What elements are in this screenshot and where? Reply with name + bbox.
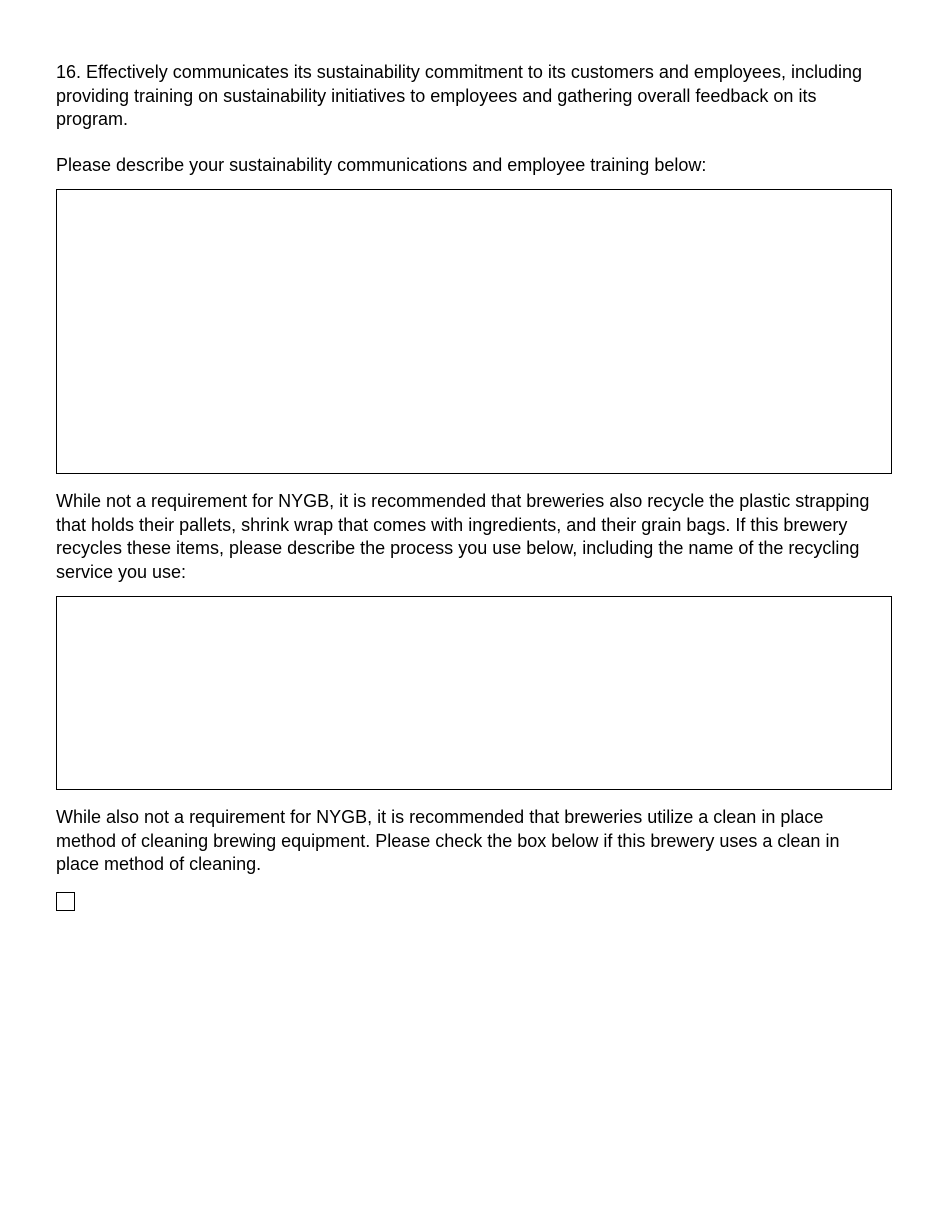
recycling-recommendation-text: While not a requirement for NYGB, it is recommended that breweries also recycle the plastic strapping that holds their pallets, shrink wrap that comes with ingredients, and their grain bags. If this brewery recycles these items, please describe the process you use below, including the name of the recycling service you use: [56, 491, 870, 582]
criterion-16-text: 16. Effectively communicates its sustainability commitment to its customers and employees, including providing training on sustainability initiatives to employees and gathering overall feedback on its program. [56, 62, 863, 129]
communications-training-response-field[interactable] [56, 189, 892, 474]
clean-in-place-checkbox[interactable] [56, 892, 75, 911]
communications-prompt: Please describe your sustainability communications and employee training below: [56, 155, 707, 175]
recycling-process-response-field[interactable] [56, 596, 892, 790]
clean-in-place-recommendation-text: While also not a requirement for NYGB, it is recommended that breweries utilize a clean in place method of cleaning brewing equipment. Please check the box below if this brewery uses a clean in place method of cleaning. [56, 807, 840, 874]
